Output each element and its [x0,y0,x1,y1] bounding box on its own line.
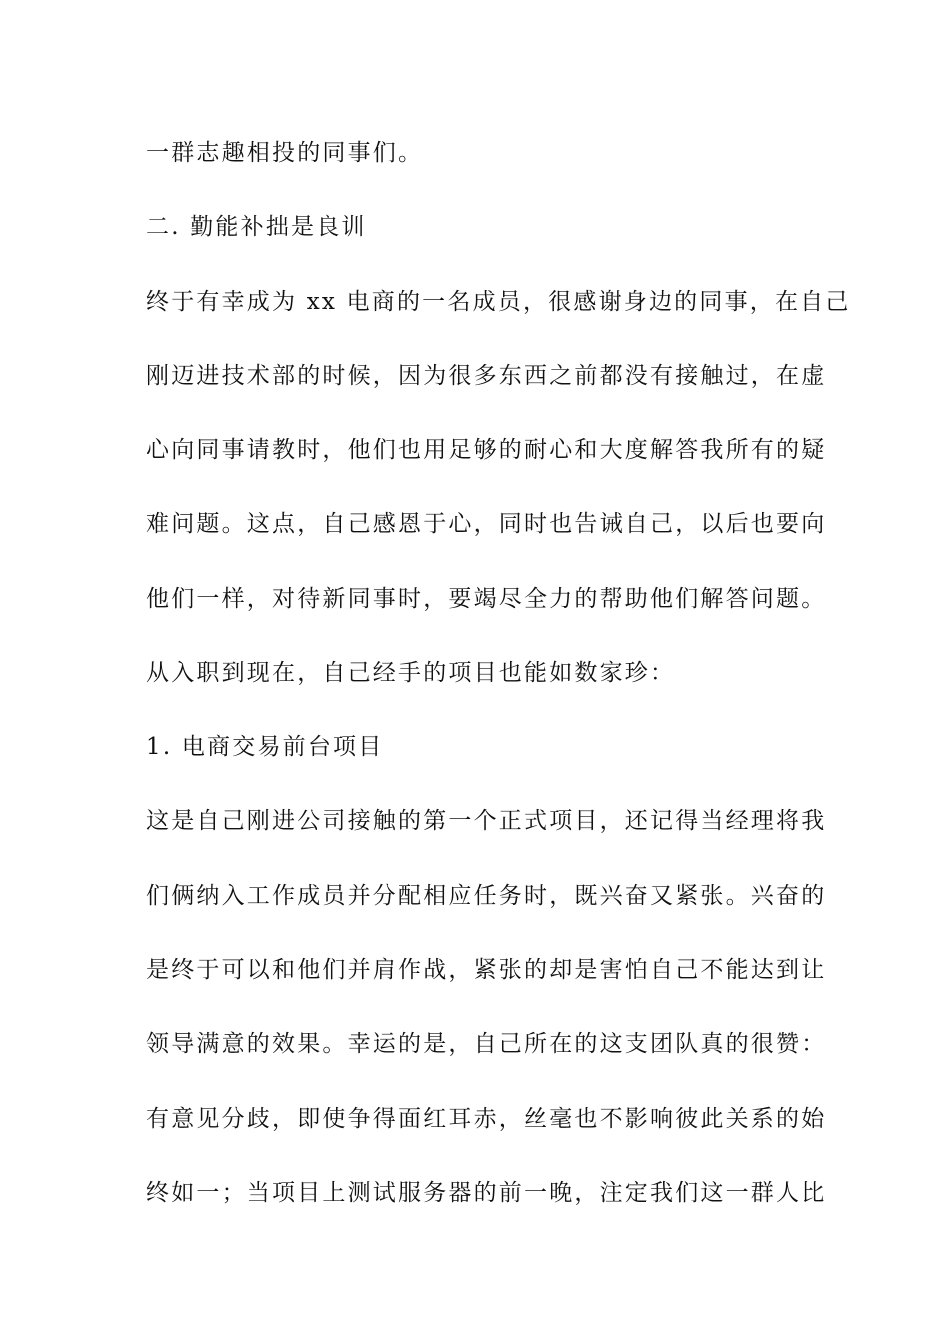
text-line: 们俩纳入工作成员并分配相应任务时，既兴奋又紧张。兴奋的 [146,883,827,909]
text-line: 终如一；当项目上测试服务器的前一晚，注定我们这一群人比 [146,1180,827,1206]
subsection-heading: 1. 电商交易前台项目 [146,734,384,760]
text-line: 他们一样，对待新同事时，要竭尽全力的帮助他们解答问题。 [146,586,827,612]
text-line: 领导满意的效果。幸运的是，自己所在的这支团队真的很赞： [146,1031,827,1057]
text-line: 一群志趣相投的同事们。 [146,140,424,166]
text-line: 是终于可以和他们并肩作战，紧张的却是害怕自己不能达到让 [146,957,827,983]
text-line: 这是自己刚进公司接触的第一个正式项目，还记得当经理将我 [146,808,827,834]
text-line: 有意见分歧，即使争得面红耳赤，丝毫也不影响彼此关系的始 [146,1106,827,1132]
text-line: 心向同事请教时，他们也用足够的耐心和大度解答我所有的疑 [146,437,827,463]
text-line: 从入职到现在，自己经手的项目也能如数家珍： [146,660,676,686]
section-heading: 二. 勤能补拙是良训 [146,214,367,240]
text-line: 终于有幸成为 xx 电商的一名成员，很感谢身边的同事，在自己 [146,289,851,315]
text-line: 刚迈进技术部的时候，因为很多东西之前都没有接触过，在虚 [146,363,827,389]
text-line: 难问题。这点，自己感恩于心，同时也告诫自己，以后也要向 [146,511,827,537]
